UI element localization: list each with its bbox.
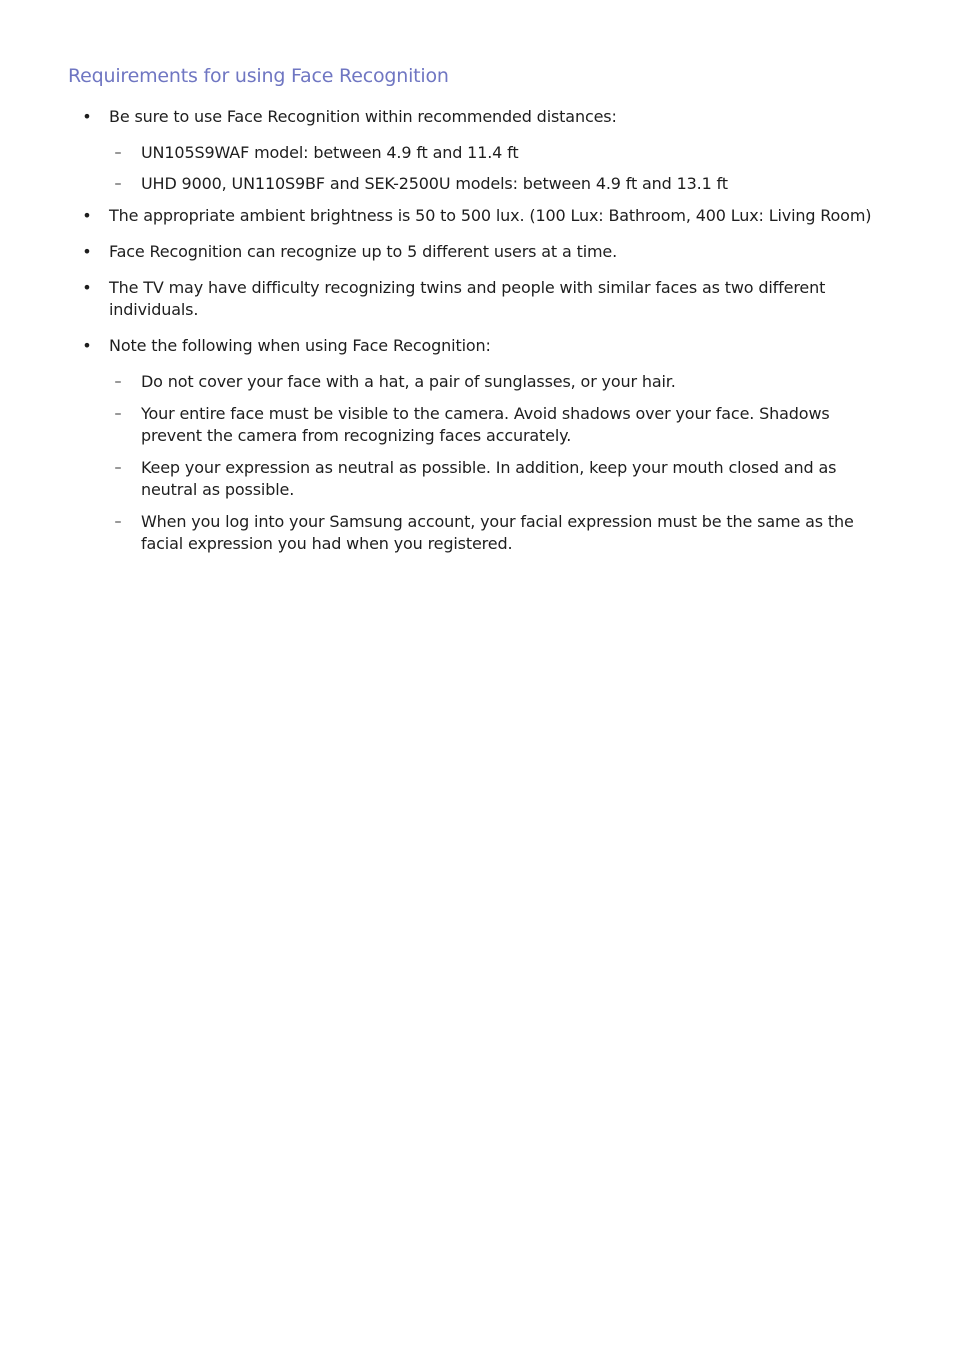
- bullet-text: Face Recognition can recognize up to 5 different users at a time.: [109, 242, 618, 261]
- dash-icon: –: [114, 374, 122, 390]
- sub-item-text: Do not cover your face with a hat, a pair of sunglasses, or your hair.: [141, 372, 676, 391]
- bullet-dot-icon: •: [82, 336, 92, 355]
- sub-item-text: UHD 9000, UN110S9BF and SEK-2500U models: between 4.9 ft and 13.1 ft: [141, 174, 728, 193]
- bullet-text: The TV may have difficulty recognizing twins and people with similar faces as two different individuals.: [109, 278, 826, 319]
- bullet-text: The appropriate ambient brightness is 50 to 500 lux. (100 Lux: Bathroom, 400 Lux: Living Room): [109, 206, 872, 225]
- dash-icon: –: [114, 145, 122, 161]
- sub-item-text: UN105S9WAF model: between 4.9 ft and 11.4 ft: [141, 143, 519, 162]
- section-heading: Requirements for using Face Recognition: [68, 65, 449, 87]
- bullet-dot-icon: •: [82, 107, 92, 126]
- bullet-dot-icon: •: [82, 242, 92, 261]
- sub-item-text: Your entire face must be visible to the camera. Avoid shadows over your face. Shadows prevent the camera from recognizing faces accurately.: [141, 404, 830, 445]
- bullet-text: Note the following when using Face Recognition:: [109, 336, 491, 355]
- dash-icon: –: [114, 460, 122, 476]
- dash-icon: –: [114, 406, 122, 422]
- bullet-dot-icon: •: [82, 278, 92, 297]
- dash-icon: –: [114, 514, 122, 530]
- bullet-text: Be sure to use Face Recognition within recommended distances:: [109, 107, 617, 126]
- sub-item-text: When you log into your Samsung account, your facial expression must be the same as the facial expression you had when you registered.: [141, 512, 854, 553]
- bullet-dot-icon: •: [82, 206, 92, 225]
- dash-icon: –: [114, 176, 122, 192]
- sub-item-text: Keep your expression as neutral as possible. In addition, keep your mouth closed and as neutral as possible.: [141, 458, 837, 499]
